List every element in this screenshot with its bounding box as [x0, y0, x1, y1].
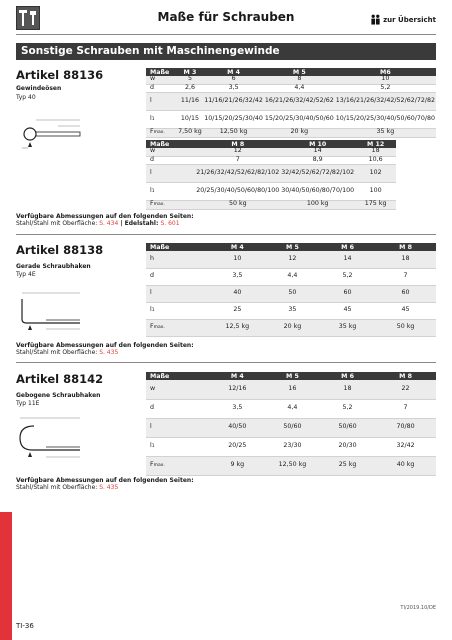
- article-type: Typ 40: [16, 94, 36, 101]
- spec-table-1: Maße M 3 M 4 M 5 M6 w 5 6 8 10 d 2,6 3,5 4,4 5,2 l 11/16 11/16/21/26/32/42 16/21/26/32/42/52/62 13/16/21/26/32/42/52/62/72/82 l1 10/15 10/15/20/25/30/40 15/20/25/30/40/50/60 10/15/20/25/30/40/50/60/70/80 Fmax. 7,50 kg 12,50 kg 20 kg 35 kg: [146, 68, 436, 138]
- overview-link[interactable]: [370, 14, 436, 25]
- table-row: l 21/26/32/42/52/62/82/102 32/42/52/62/72/82/102 102: [146, 164, 436, 182]
- curved-hook-drawing: [16, 412, 96, 464]
- table-row: l 40/50 50/60 50/60 70/80: [146, 418, 436, 437]
- table-row: d 2,6 3,5 4,4 5,2: [146, 84, 436, 92]
- article-subtitle: Gerade Schraubhaken: [16, 263, 91, 270]
- availability-note-3: Verfügbare Abmessungen auf den folgenden Seiten: Stahl/Stahl mit Oberfläche: S. 435: [16, 477, 194, 491]
- table-row: w 12 14 18: [146, 148, 436, 156]
- table-row: Fmax. 50 kg 100 kg 175 kg: [146, 200, 436, 209]
- page-title: Maße für Schrauben: [157, 10, 295, 24]
- header-divider: [16, 34, 436, 35]
- page-link[interactable]: S. 435: [99, 484, 119, 491]
- article-type: Typ 11E: [16, 400, 40, 407]
- chapter-tab: [0, 512, 12, 640]
- article-title: Artikel 88142: [16, 372, 104, 386]
- section-divider: [16, 234, 436, 235]
- article-subtitle: Gebogene Schraubhaken: [16, 392, 101, 399]
- article-88138: [16, 243, 436, 338]
- article-88136: [16, 68, 436, 208]
- document-code: TI/2019.10/DE: [400, 605, 436, 611]
- article-title: Artikel 88138: [16, 243, 104, 257]
- article-title: Artikel 88136: [16, 68, 104, 82]
- article-subtitle: Gewindeösen: [16, 85, 62, 92]
- article-type: Typ 4E: [16, 271, 36, 278]
- table-row: l1 20/25 23/30 20/30 32/42: [146, 437, 436, 456]
- spec-table-4: Maße M 4 M 5 M 6 M 8 w 12/16 16 18 22 d 3,5 4,4 5,2 7 l 40/50 50/60 50/60 70/80 l1 20/25 23/30 20/30 32/42 Fmax. 9 kg 12,50 kg 25 kg 40 kg: [146, 372, 436, 476]
- page-link[interactable]: S. 434: [99, 220, 119, 227]
- page-number: TI-36: [16, 622, 34, 630]
- availability-note-2: Verfügbare Abmessungen auf den folgenden Seiten: Stahl/Stahl mit Oberfläche: S. 435: [16, 342, 194, 356]
- section-title: Sonstige Schrauben mit Maschinengewinde: [16, 43, 436, 60]
- table-row: w 12/16 16 18 22: [146, 380, 436, 399]
- table-row: w 5 6 8 10: [146, 76, 436, 84]
- table-row: d 3,5 4,4 5,2 7: [146, 399, 436, 418]
- table-row: h 10 12 14 18: [146, 251, 436, 268]
- overview-label: zur Übersicht: [383, 15, 436, 24]
- people-icon: [370, 14, 381, 25]
- article-88142: [16, 372, 436, 472]
- table-row: d 3,5 4,4 5,2 7: [146, 268, 436, 285]
- eye-bolt-drawing: [16, 112, 96, 156]
- spec-table-3: Maße M 4 M 5 M 6 M 8 h 10 12 14 18 d 3,5 4,4 5,2 7 l 40 50 60 60 l1 25 35 45 45 Fmax. 12,5 kg 20 kg 35 kg 50 kg: [146, 243, 436, 337]
- table-row: l 11/16 11/16/21/26/32/42 16/21/26/32/42/52/62 13/16/21/26/32/42/52/62/72/82: [146, 92, 436, 110]
- table-row: l1 20/25/30/40/50/60/80/100 30/40/50/60/80/70/100 100: [146, 182, 436, 200]
- table-row: d 7 8,9 10,6: [146, 156, 436, 164]
- straight-hook-drawing: [16, 287, 96, 333]
- table-row: l1 10/15 10/15/20/25/30/40 15/20/25/30/40/50/60 10/15/20/25/30/40/50/60/70/80: [146, 110, 436, 128]
- page-link[interactable]: S. 435: [99, 349, 119, 356]
- page-link[interactable]: S. 601: [160, 220, 180, 227]
- section-divider: [16, 362, 436, 363]
- spec-table-2: Maße M 8 M 10 M 12 w 12 14 18 d 7 8,9 10,6 l 21/26/32/42/52/62/82/102 32/42/52/62/72/82/102 102 l1 20/25/30/40/50/60/80/100 30/40/50/60/80/70/100 100 Fmax. 50 kg 100 kg 175 kg: [146, 140, 436, 210]
- table-row: l 40 50 60 60: [146, 285, 436, 302]
- table-row: Fmax. 7,50 kg 12,50 kg 20 kg 35 kg: [146, 128, 436, 137]
- table-row: Fmax. 12,5 kg 20 kg 35 kg 50 kg: [146, 319, 436, 336]
- table-row: l1 25 35 45 45: [146, 302, 436, 319]
- table-row: Fmax. 9 kg 12,50 kg 25 kg 40 kg: [146, 456, 436, 475]
- availability-note-1: Verfügbare Abmessungen auf den folgenden Seiten: Stahl/Stahl mit Oberfläche: S. 434 | Edelstahl: S. 601: [16, 213, 194, 227]
